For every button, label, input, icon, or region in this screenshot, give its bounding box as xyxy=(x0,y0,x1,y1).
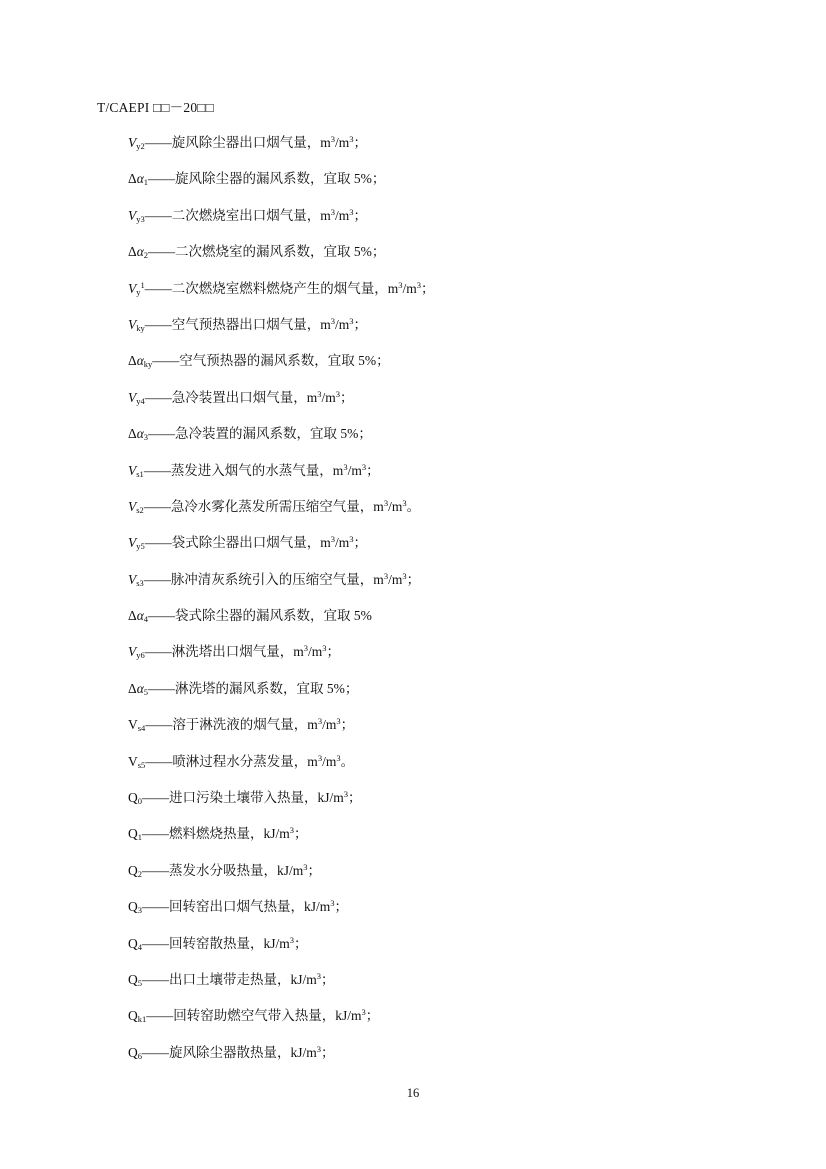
unit-superscript: 3 xyxy=(330,898,335,909)
line-end-punct: ； xyxy=(406,571,421,587)
variable-symbol: V xyxy=(128,135,137,150)
variable-subscript: ky xyxy=(136,322,145,333)
definition-item xyxy=(128,497,788,533)
variable-subscript: 1 xyxy=(137,832,142,843)
unit-tail: /m xyxy=(335,135,350,150)
definition-item xyxy=(128,679,788,715)
line-end-punct: ； xyxy=(353,207,368,223)
line-end-punct: ； xyxy=(353,316,368,332)
definition-text: ——回转窑助燃空气带入热量，kJ/m xyxy=(146,1008,362,1024)
unit-superscript: 3 xyxy=(303,643,309,654)
definition-item xyxy=(128,206,788,242)
definition-text: ——出口土壤带走热量，kJ/m xyxy=(142,971,317,987)
delta-prefix: Δ xyxy=(128,680,137,696)
definition-text: ——脉冲清灰系统引入的压缩空气量，m xyxy=(143,571,384,587)
definition-text: ——急冷装置的漏风系数，宜取 5%； xyxy=(148,426,372,442)
variable-symbol: V xyxy=(128,644,137,660)
definition-item xyxy=(128,642,788,678)
variable-subscript: 6 xyxy=(137,1050,142,1061)
variable-symbol: V xyxy=(128,498,137,514)
unit-superscript: 3 xyxy=(330,134,336,144)
unit-superscript: 3 xyxy=(343,789,349,800)
definition-text: ——空气预热器出口烟气量，m xyxy=(144,316,331,332)
definition-text: ——二次燃烧室燃料燃烧产生的烟气量，m xyxy=(144,280,399,296)
variable-symbol: α xyxy=(136,353,144,369)
definition-item xyxy=(128,533,788,569)
variable-subscript: 0 xyxy=(137,796,142,807)
unit-superscript: 3 xyxy=(383,570,389,581)
unit-tail-superscript: 3 xyxy=(416,279,422,290)
definition-text: ——二次燃烧室的漏风系数，宜取 5%； xyxy=(148,244,386,260)
definition-item xyxy=(128,242,788,278)
definition-item xyxy=(128,897,788,933)
variable-subscript: 4 xyxy=(143,614,149,625)
definition-text: ——旋风除尘器出口烟气量，m xyxy=(144,135,331,150)
variable-symbol: V xyxy=(128,280,137,296)
variable-subscript: s1 xyxy=(136,468,144,479)
variable-subscript: ky xyxy=(143,359,153,370)
line-end-punct: ； xyxy=(307,862,322,878)
variable-subscript: 5 xyxy=(137,977,142,988)
unit-superscript: 3 xyxy=(317,388,322,399)
unit-superscript: 3 xyxy=(303,861,308,872)
variable-symbol: α xyxy=(136,244,144,260)
variable-subscript: 2 xyxy=(137,868,142,879)
variable-subscript: s2 xyxy=(136,504,144,515)
unit-tail-superscript: 3 xyxy=(349,134,354,144)
unit-tail-superscript: 3 xyxy=(322,643,327,654)
definition-item xyxy=(128,169,788,205)
variable-symbol: Q xyxy=(128,790,138,806)
definition-text: ——二次燃烧室出口烟气量，m xyxy=(144,207,331,223)
definition-text: ——溶于淋洗液的烟气量，m xyxy=(145,717,318,733)
line-end-punct: ； xyxy=(421,280,435,296)
definition-text: ——淋洗塔的漏风系数，宜取 5%； xyxy=(148,680,359,696)
line-end-punct: ； xyxy=(321,971,335,987)
variable-subscript: y xyxy=(136,286,141,297)
variable-symbol: V xyxy=(128,207,137,223)
variable-symbol: V xyxy=(128,571,137,587)
line-end-punct: ； xyxy=(348,790,362,806)
definition-list xyxy=(128,133,788,1079)
definition-item xyxy=(128,279,788,315)
variable-symbol: V xyxy=(128,717,138,733)
standard-code-header: T/CAEPI □□－20□□ xyxy=(97,100,214,115)
variable-symbol: α xyxy=(136,171,144,187)
line-end-punct: 。 xyxy=(340,753,355,769)
definition-item xyxy=(128,934,788,970)
variable-symbol: α xyxy=(136,426,144,442)
line-end-punct: ； xyxy=(353,135,368,150)
variable-subscript: y6 xyxy=(136,650,145,661)
definition-item xyxy=(128,970,788,1006)
definition-text: ——回转窑出口烟气热量，kJ/m xyxy=(142,899,331,915)
definition-item xyxy=(128,788,788,824)
definition-text: ——急冷水雾化蒸发所需压缩空气量，m xyxy=(143,498,384,514)
delta-prefix: Δ xyxy=(128,244,137,260)
variable-symbol: Q xyxy=(128,935,138,951)
variable-superscript: 1 xyxy=(140,279,145,290)
unit-tail-superscript: 3 xyxy=(361,461,367,472)
definition-item xyxy=(128,424,788,460)
unit-superscript: 3 xyxy=(289,934,295,945)
definition-item xyxy=(128,351,788,387)
line-end-punct: ； xyxy=(321,1044,335,1060)
definition-text: ——回转窑散热量，kJ/m xyxy=(142,935,290,951)
line-end-punct: ； xyxy=(294,935,308,951)
variable-subscript: 5 xyxy=(143,686,149,697)
definition-item xyxy=(128,315,788,351)
delta-prefix: Δ xyxy=(128,426,137,442)
definition-item xyxy=(128,606,788,642)
unit-tail: /m xyxy=(347,462,362,478)
unit-tail-superscript: 3 xyxy=(335,388,341,399)
definition-text: ——空气预热器的漏风系数，宜取 5%； xyxy=(152,353,390,369)
variable-symbol: Q xyxy=(128,826,138,842)
definition-item xyxy=(128,1043,788,1079)
variable-symbol: V xyxy=(128,535,137,551)
unit-tail-superscript: 3 xyxy=(349,315,354,326)
unit-tail: /m xyxy=(308,644,323,660)
line-end-punct: ； xyxy=(326,644,341,660)
unit-tail: /m xyxy=(322,717,337,733)
definition-item xyxy=(128,133,788,169)
line-end-punct: ； xyxy=(334,899,349,915)
unit-superscript: 3 xyxy=(398,279,403,290)
definition-text: ——蒸发进入烟气的水蒸气量，m xyxy=(143,462,344,478)
definition-text: ——喷淋过程水分蒸发量，m xyxy=(145,753,318,769)
variable-subscript: y5 xyxy=(136,541,145,552)
unit-tail-superscript: 3 xyxy=(349,206,354,217)
variable-symbol: V xyxy=(128,389,137,405)
unit-tail-superscript: 3 xyxy=(402,570,407,581)
unit-superscript: 3 xyxy=(330,534,336,545)
unit-superscript: 3 xyxy=(316,970,322,981)
unit-superscript: 3 xyxy=(343,461,348,472)
unit-tail: /m xyxy=(335,207,350,223)
delta-prefix: Δ xyxy=(128,608,137,624)
line-end-punct: ； xyxy=(365,1008,380,1024)
definition-item xyxy=(128,861,788,897)
unit-tail: /m xyxy=(388,571,403,587)
variable-symbol: Q xyxy=(128,1008,138,1024)
unit-superscript: 3 xyxy=(330,206,336,217)
unit-tail: /m xyxy=(322,753,337,769)
variable-symbol: Q xyxy=(128,971,138,987)
definition-text: ——旋风除尘器散热量，kJ/m xyxy=(142,1044,317,1060)
variable-subscript: y2 xyxy=(136,141,145,151)
unit-superscript: 3 xyxy=(330,315,336,326)
unit-tail: /m xyxy=(335,535,350,551)
unit-superscript: 3 xyxy=(317,716,323,727)
unit-tail-superscript: 3 xyxy=(336,752,341,763)
variable-subscript: 1 xyxy=(143,177,149,188)
line-end-punct: ； xyxy=(353,535,368,551)
variable-subscript: 3 xyxy=(143,432,149,443)
definition-item xyxy=(128,570,788,606)
unit-tail: /m xyxy=(335,316,350,332)
unit-superscript: 3 xyxy=(361,1007,366,1018)
unit-superscript: 3 xyxy=(289,825,295,836)
definition-text: ——蒸发水分吸热量，kJ/m xyxy=(142,862,304,878)
unit-superscript: 3 xyxy=(316,1043,322,1054)
unit-tail-superscript: 3 xyxy=(349,534,354,545)
variable-subscript: k1 xyxy=(137,1014,147,1025)
definition-text: ——旋风除尘器的漏风系数，宜取 5%； xyxy=(148,171,386,187)
unit-tail-superscript: 3 xyxy=(336,716,341,727)
line-end-punct: ； xyxy=(366,462,380,478)
unit-tail-superscript: 3 xyxy=(402,497,407,508)
definition-text: ——急冷装置出口烟气量，m xyxy=(144,389,318,405)
definition-item xyxy=(128,388,788,424)
variable-symbol: V xyxy=(128,316,137,332)
variable-symbol: α xyxy=(136,608,144,624)
line-end-punct: ； xyxy=(294,826,308,842)
line-end-punct: 。 xyxy=(406,498,421,514)
line-end-punct: ； xyxy=(340,717,355,733)
variable-subscript: 3 xyxy=(137,905,142,916)
unit-superscript: 3 xyxy=(317,752,323,763)
unit-tail: /m xyxy=(402,280,417,296)
variable-subscript: s4 xyxy=(137,723,146,734)
definition-item xyxy=(128,824,788,860)
definition-text: ——袋式除尘器出口烟气量，m xyxy=(144,535,331,551)
definition-text: ——燃料燃烧热量，kJ/m xyxy=(142,826,290,842)
definition-text: ——进口污染土壤带入热量，kJ/m xyxy=(142,790,344,806)
variable-subscript: 2 xyxy=(143,250,149,261)
definition-item xyxy=(128,715,788,751)
variable-symbol: Q xyxy=(128,1044,138,1060)
line-end-punct: ； xyxy=(340,389,354,405)
variable-symbol: Q xyxy=(128,899,138,915)
variable-subscript: 4 xyxy=(137,941,142,952)
variable-subscript: y3 xyxy=(136,213,145,224)
delta-prefix: Δ xyxy=(128,353,137,369)
unit-superscript: 3 xyxy=(383,497,389,508)
unit-tail: /m xyxy=(321,389,336,405)
definition-item xyxy=(128,461,788,497)
page-number: 16 xyxy=(406,1086,420,1100)
definition-text: ——袋式除尘器的漏风系数，宜取 5% xyxy=(148,608,372,624)
definition-item xyxy=(128,752,788,788)
variable-subscript: s3 xyxy=(136,577,144,588)
variable-subscript: y4 xyxy=(136,395,145,406)
definition-item xyxy=(128,1006,788,1042)
variable-symbol: V xyxy=(128,753,138,769)
variable-symbol: Q xyxy=(128,862,138,878)
variable-symbol: V xyxy=(128,462,137,478)
variable-symbol: α xyxy=(136,680,144,696)
unit-tail: /m xyxy=(388,498,403,514)
delta-prefix: Δ xyxy=(128,171,137,187)
variable-subscript: s5 xyxy=(137,759,146,770)
definition-text: ——淋洗塔出口烟气量，m xyxy=(144,644,304,660)
